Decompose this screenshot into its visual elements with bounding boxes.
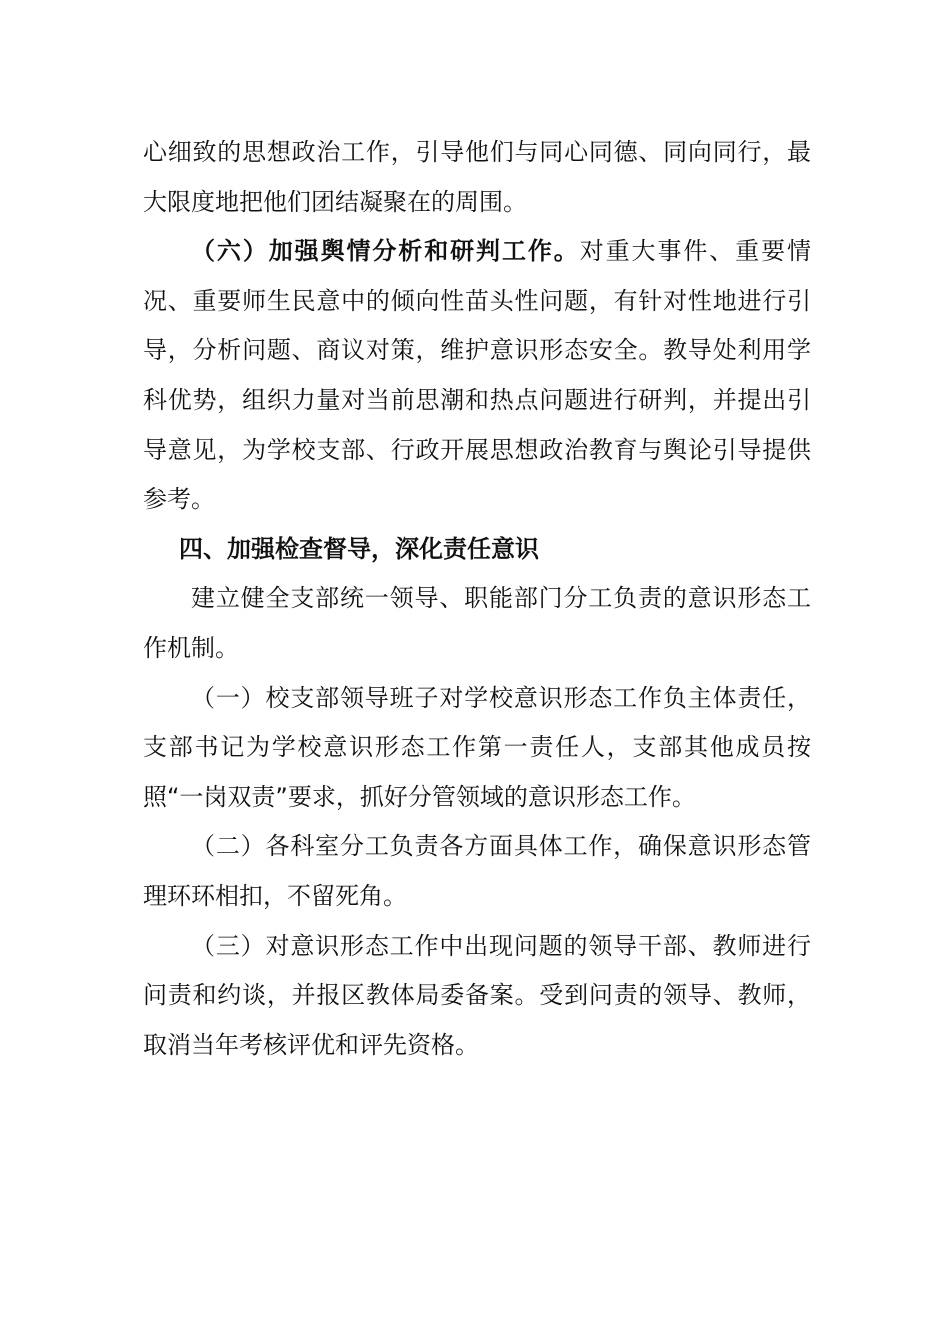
item-3: （三）对意识形态工作中出现问题的领导干部、教师进行问责和约谈，并报区教体局委备案。受到问责的领导、教师，取消当年考核评优和评先资格。 <box>143 931 811 1059</box>
item-2: （二）各科室分工负责各方面具体工作，确保意识形态管理环环相扣，不留死角。 <box>143 832 811 910</box>
item-1: （一）校支部领导班子对学校意识形态工作负主体责任，支部书记为学校意识形态工作第一责任人，支部其他成员按照“一岗双责”要求，抓好分管领域的意识形态工作。 <box>143 683 811 811</box>
continued-paragraph: 心细致的思想政治工作，引导他们与同心同德、同向同行，最大限度地把他们团结凝聚在的周围。 <box>143 138 811 216</box>
section-4-intro: 建立健全支部统一领导、职能部门分工负责的意识形态工作机制。 <box>143 584 811 662</box>
paragraph-6-text: 对重大事件、重要情况、重要师生民意中的倾向性苗头性问题，有针对性地进行引导，分析问题、商议对策，维护意识形态安全。教导处利用学科优势，组织力量对当前思潮和热点问题进行研判，并提出引导意见，为学校支部、行政开展思想政治教育与舆论引导提供参考。 <box>143 237 812 514</box>
paragraph-6-lead: （六）加强舆情分析和研判工作。 <box>191 237 580 266</box>
section-4-heading: 四、加强检查督导，深化责任意识 <box>179 534 539 563</box>
paragraph-6 <box>143 227 811 525</box>
document-body <box>143 128 811 1070</box>
